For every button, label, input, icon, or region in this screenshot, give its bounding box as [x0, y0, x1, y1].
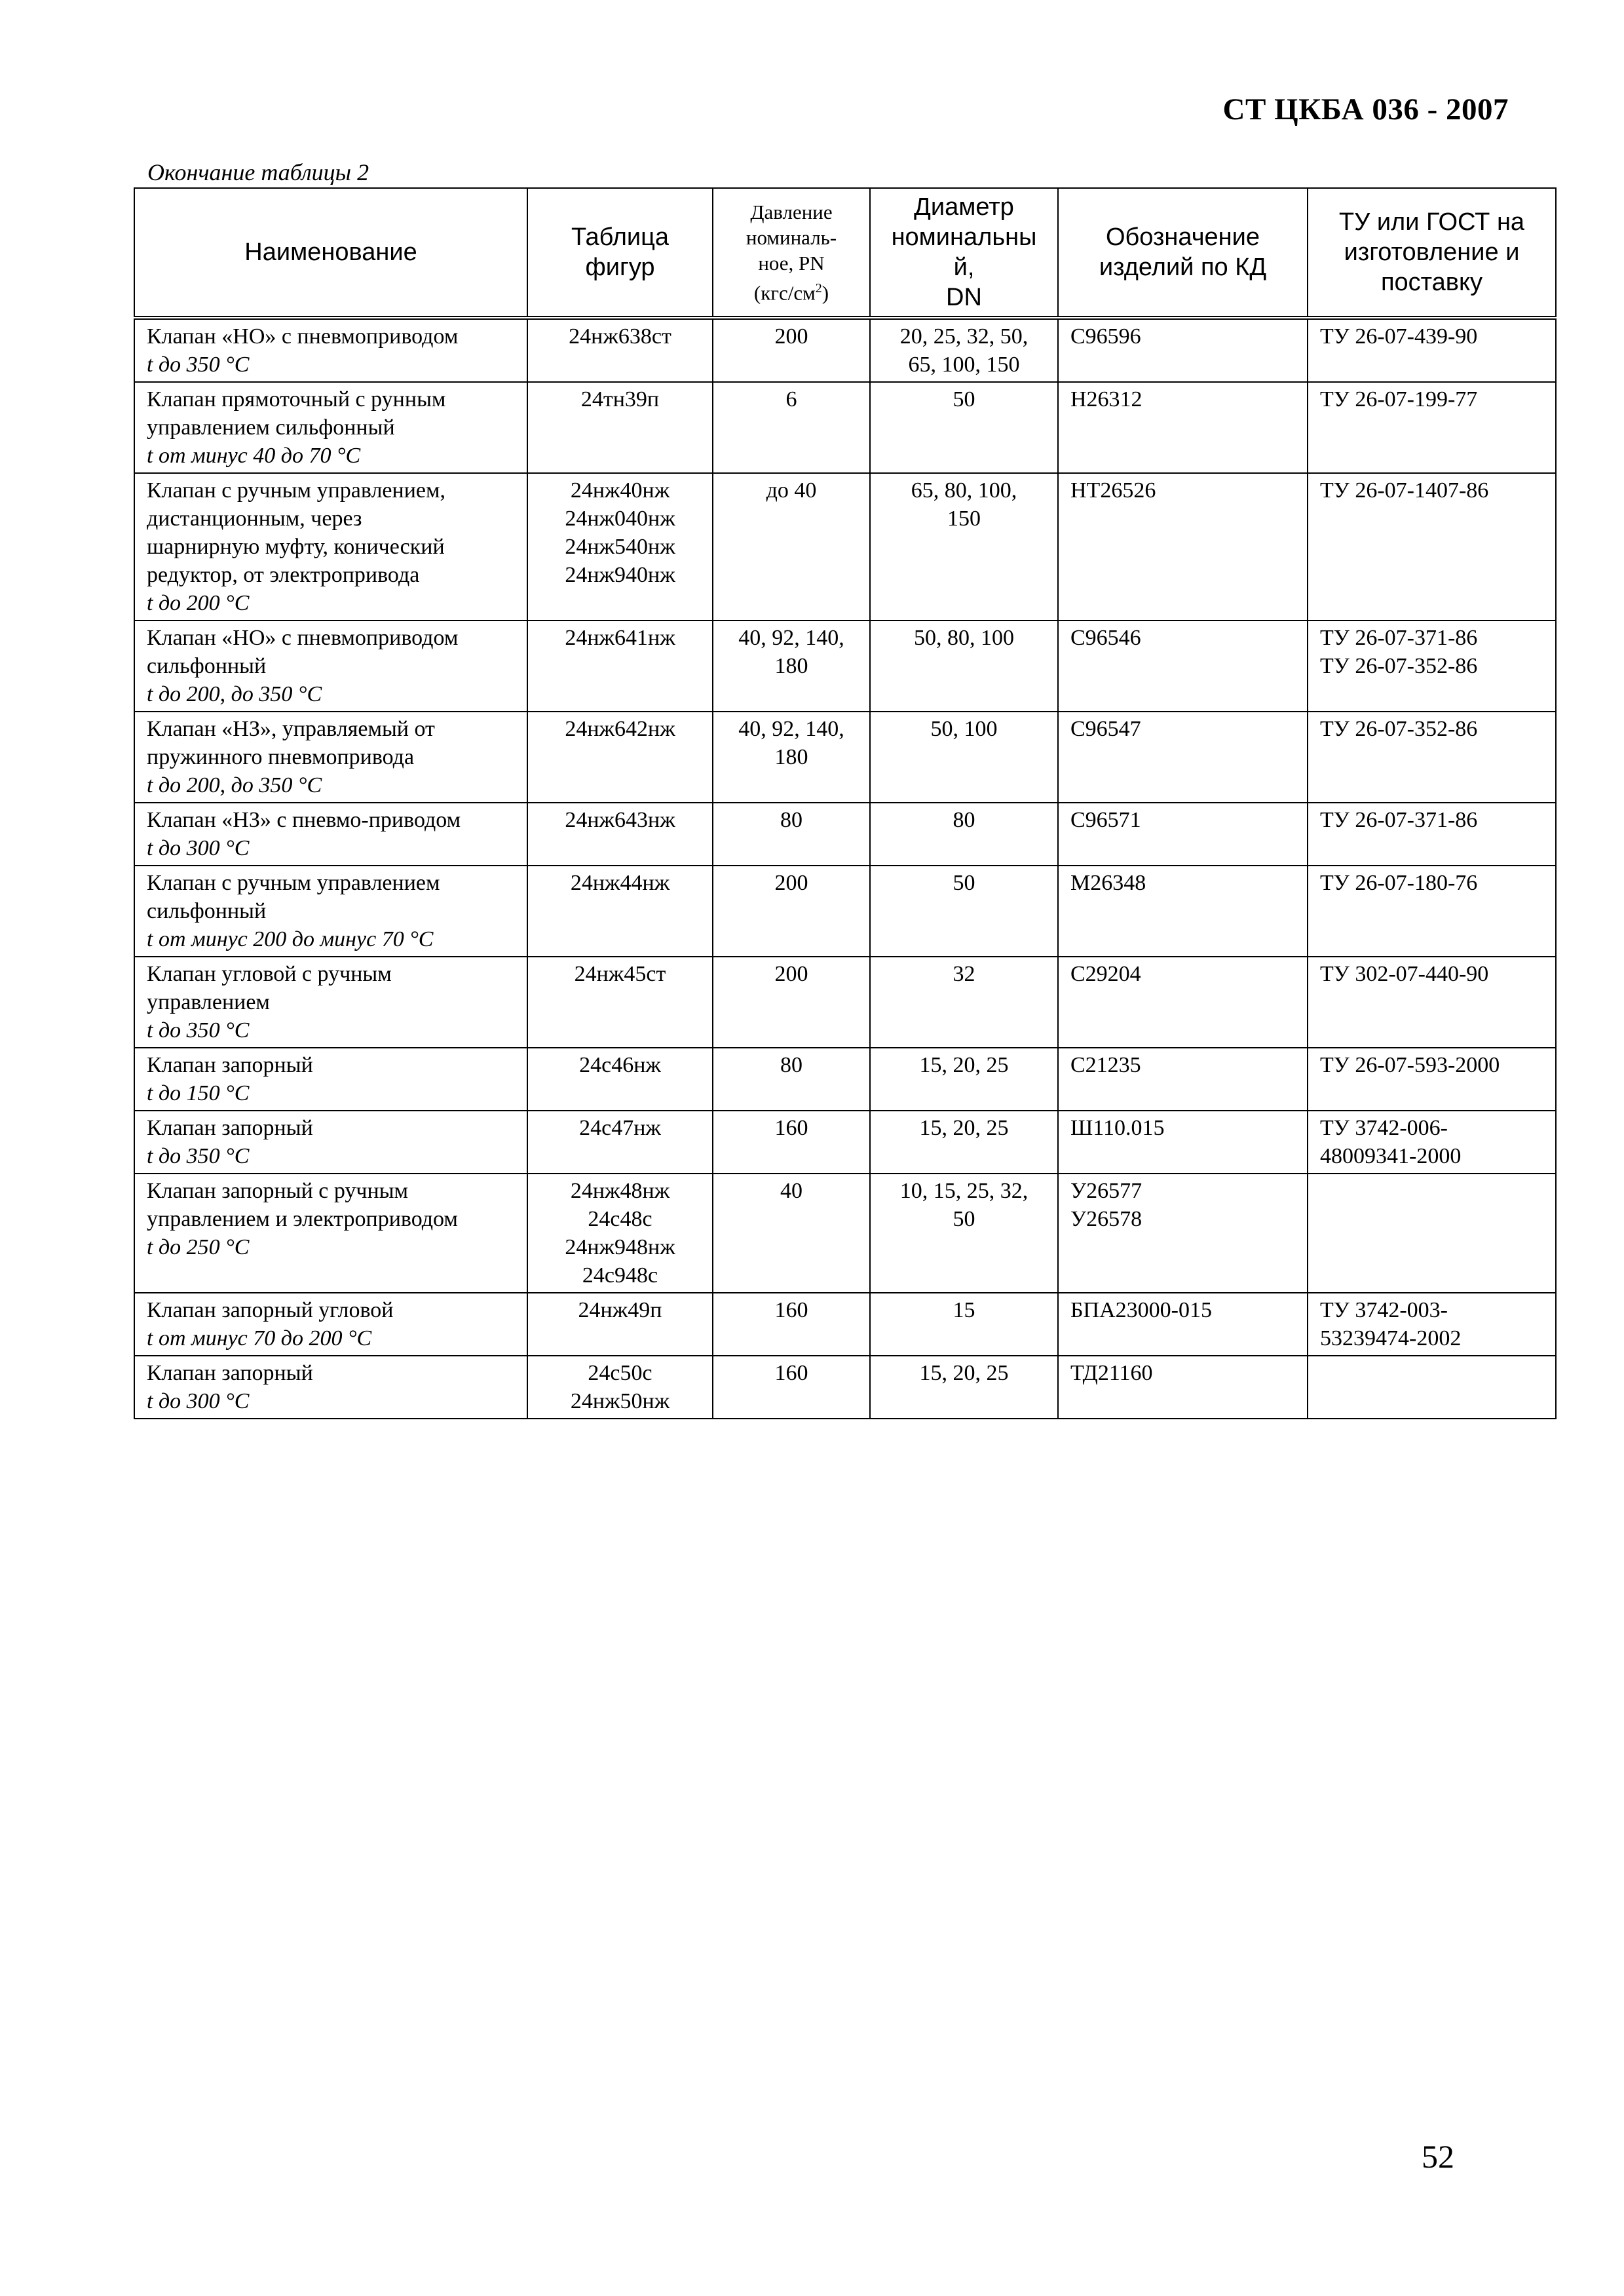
cell-diameter: [870, 1293, 1058, 1356]
cell-line: 160: [774, 1298, 808, 1322]
cell-line: управлением сильфонный: [147, 415, 395, 440]
cell-line: 20, 25, 32, 50,: [899, 324, 1029, 349]
temperature-range: t до 200, до 350 °С: [147, 682, 322, 706]
cell-kd: [1058, 473, 1308, 621]
cell-pressure: [713, 866, 870, 957]
page-number: 52: [1422, 2138, 1454, 2175]
cell-line: сильфонный: [147, 899, 267, 923]
table-caption: Окончание таблицы 2: [147, 159, 369, 185]
cell-line: дистанционным, через: [147, 507, 362, 531]
cell-pressure: [713, 712, 870, 803]
temperature-range: t до 200, до 350 °С: [147, 773, 322, 797]
cell-diameter: [870, 318, 1058, 382]
cell-tu: [1308, 382, 1556, 473]
header-unit: [717, 276, 865, 305]
header-name: [134, 188, 527, 318]
temperature-range: t от минус 70 до 200 °С: [147, 1326, 372, 1350]
unit-close: ): [821, 281, 829, 305]
cell-pressure: [713, 1356, 870, 1419]
cell-name: [134, 382, 527, 473]
temperature-range: t от минус 200 до минус 70 °С: [147, 927, 434, 951]
cell-kd: [1058, 1293, 1308, 1356]
cell-diameter: [870, 866, 1058, 957]
table-row: [134, 1293, 1556, 1356]
cell-diameter: [870, 1356, 1058, 1419]
cell-name: [134, 318, 527, 382]
cell-line: Клапан «НО» с пневмоприводом: [147, 626, 459, 650]
cell-kd: [1058, 1356, 1308, 1419]
temperature-range: t от минус 40 до 70 °С: [147, 444, 361, 468]
cell-kd: [1058, 318, 1308, 382]
cell-line: 15: [953, 1298, 975, 1322]
cell-diameter: [870, 473, 1058, 621]
cell-line: 15, 20, 25: [919, 1361, 1009, 1385]
cell-line: Ш110.015: [1070, 1116, 1165, 1140]
table-row: [134, 803, 1556, 866]
cell-line: шарнирную муфту, конический: [147, 535, 445, 559]
cell-line: С96571: [1070, 808, 1141, 832]
cell-line: 15, 20, 25: [919, 1053, 1009, 1077]
cell-tu: [1308, 1048, 1556, 1111]
header-line: поставку: [1380, 269, 1483, 296]
cell-line: 15, 20, 25: [919, 1116, 1009, 1140]
cell-line: 24нж643нж: [565, 808, 675, 832]
cell-line: 53239474-2002: [1320, 1326, 1462, 1350]
cell-name: [134, 1356, 527, 1419]
temperature-range: t до 200 °С: [147, 591, 250, 615]
header-line: Таблица: [571, 223, 669, 251]
header-line: номинальны: [891, 223, 1037, 251]
cell-line: 160: [774, 1116, 808, 1140]
cell-line: 40, 92, 140,: [738, 626, 844, 650]
cell-line: 24нж44нж: [570, 871, 670, 895]
cell-line: Клапан с ручным управлением,: [147, 478, 446, 503]
header-tu-gost: [1308, 188, 1556, 318]
cell-name: [134, 712, 527, 803]
temperature-range: t до 350 °С: [147, 1018, 250, 1043]
table-row: [134, 621, 1556, 712]
cell-name: [134, 866, 527, 957]
cell-line: С96596: [1070, 324, 1141, 349]
cell-kd: [1058, 803, 1308, 866]
table-row: [134, 712, 1556, 803]
header-row: [134, 188, 1556, 318]
cell-name: [134, 473, 527, 621]
cell-pressure: [713, 1293, 870, 1356]
table-body: [134, 318, 1556, 1419]
cell-figure: [527, 473, 713, 621]
header-line: Давление: [750, 200, 833, 223]
cell-line: 50, 100: [930, 717, 998, 741]
temperature-range: t до 150 °С: [147, 1081, 250, 1105]
cell-figure: [527, 866, 713, 957]
cell-figure: [527, 382, 713, 473]
cell-line: 24нж49п: [578, 1298, 662, 1322]
cell-line: 80: [953, 808, 975, 832]
cell-tu: [1308, 473, 1556, 621]
cell-line: 50: [953, 871, 975, 895]
cell-diameter: [870, 1111, 1058, 1174]
cell-tu: [1308, 712, 1556, 803]
header-diameter-dn: [870, 188, 1058, 318]
cell-pressure: [713, 621, 870, 712]
cell-kd: [1058, 1111, 1308, 1174]
header-line: ное, PN: [758, 251, 825, 275]
cell-pressure: [713, 318, 870, 382]
cell-name: [134, 1174, 527, 1293]
cell-line: Клапан «НО» с пневмоприводом: [147, 324, 459, 349]
cell-pressure: [713, 1111, 870, 1174]
cell-line: 80: [780, 1053, 803, 1077]
cell-tu: [1308, 1174, 1556, 1293]
cell-line: 180: [774, 745, 808, 769]
table-header: [134, 188, 1556, 318]
header-line: й,: [953, 254, 975, 281]
cell-line: ТУ 26-07-352-86: [1320, 654, 1478, 678]
cell-kd: [1058, 621, 1308, 712]
header-line: изготовление и: [1344, 239, 1520, 266]
cell-line: до 40: [766, 478, 817, 503]
cell-tu: [1308, 318, 1556, 382]
table-row: [134, 957, 1556, 1048]
table-row: [134, 866, 1556, 957]
cell-line: 200: [774, 962, 808, 986]
header-line: DN: [946, 284, 982, 311]
temperature-range: t до 350 °С: [147, 1144, 250, 1168]
cell-figure: [527, 621, 713, 712]
cell-pressure: [713, 1048, 870, 1111]
cell-line: 24с48с: [588, 1207, 652, 1231]
cell-kd: [1058, 382, 1308, 473]
cell-line: У26577: [1070, 1179, 1142, 1203]
header-line: ТУ или ГОСТ на: [1338, 208, 1525, 236]
header-figure-table: [527, 188, 713, 318]
cell-name: [134, 957, 527, 1048]
cell-line: Клапан запорный: [147, 1116, 313, 1140]
table-row: [134, 318, 1556, 382]
table-row: [134, 1356, 1556, 1419]
table-row: [134, 473, 1556, 621]
unit-exponent: 2: [815, 280, 822, 296]
cell-line: пружинного пневмопривода: [147, 745, 415, 769]
cell-line: ТУ 26-07-1407-86: [1320, 478, 1489, 503]
temperature-range: t до 300 °С: [147, 836, 250, 860]
header-line: изделий по КД: [1099, 254, 1267, 281]
cell-name: [134, 621, 527, 712]
cell-diameter: [870, 1174, 1058, 1293]
cell-kd: [1058, 712, 1308, 803]
cell-line: БПА23000-015: [1070, 1298, 1212, 1322]
cell-name: [134, 1048, 527, 1111]
cell-line: 40: [780, 1179, 803, 1203]
cell-line: 6: [785, 387, 797, 411]
temperature-range: t до 250 °С: [147, 1235, 250, 1259]
cell-line: 10, 15, 25, 32,: [899, 1179, 1029, 1203]
cell-diameter: [870, 621, 1058, 712]
cell-figure: [527, 1048, 713, 1111]
cell-line: Клапан угловой с ручным: [147, 962, 392, 986]
cell-tu: [1308, 621, 1556, 712]
cell-line: 160: [774, 1361, 808, 1385]
cell-pressure: [713, 957, 870, 1048]
valves-table: [134, 187, 1557, 1419]
cell-line: 24нж641нж: [565, 626, 675, 650]
cell-line: 24нж642нж: [565, 717, 675, 741]
cell-line: 24нж940нж: [565, 563, 675, 587]
table-row: [134, 1111, 1556, 1174]
cell-diameter: [870, 803, 1058, 866]
cell-tu: [1308, 1356, 1556, 1419]
cell-line: 24с948с: [582, 1263, 658, 1288]
cell-figure: [527, 1111, 713, 1174]
cell-line: 24тн39п: [580, 387, 660, 411]
cell-line: Клапан запорный: [147, 1361, 313, 1385]
cell-name: [134, 1111, 527, 1174]
cell-kd: [1058, 1174, 1308, 1293]
cell-line: ТУ 26-07-371-86: [1320, 626, 1478, 650]
cell-figure: [527, 1174, 713, 1293]
cell-pressure: [713, 382, 870, 473]
unit-text: (кгс/см: [753, 281, 816, 305]
table-row: [134, 1174, 1556, 1293]
cell-line: ТУ 26-07-439-90: [1320, 324, 1478, 349]
cell-line: 24нж948нж: [565, 1235, 675, 1259]
cell-diameter: [870, 382, 1058, 473]
cell-name: [134, 1293, 527, 1356]
cell-tu: [1308, 957, 1556, 1048]
cell-line: ТУ 3742-006-: [1320, 1116, 1448, 1140]
cell-line: М26348: [1070, 871, 1146, 895]
cell-line: С96546: [1070, 626, 1141, 650]
cell-tu: [1308, 866, 1556, 957]
cell-line: Клапан «НЗ», управляемый от: [147, 717, 435, 741]
cell-line: С21235: [1070, 1053, 1141, 1077]
cell-line: ТУ 26-07-352-86: [1320, 717, 1478, 741]
cell-line: 200: [774, 324, 808, 349]
cell-figure: [527, 957, 713, 1048]
cell-line: 50: [953, 1207, 975, 1231]
cell-line: 24нж40нж: [570, 478, 670, 503]
cell-line: 24с46нж: [579, 1053, 661, 1077]
cell-pressure: [713, 803, 870, 866]
cell-figure: [527, 803, 713, 866]
cell-diameter: [870, 957, 1058, 1048]
cell-line: 50, 80, 100: [914, 626, 1014, 650]
cell-tu: [1308, 803, 1556, 866]
cell-kd: [1058, 1048, 1308, 1111]
cell-line: Клапан запорный: [147, 1053, 313, 1077]
cell-line: 24с47нж: [579, 1116, 661, 1140]
cell-line: 40, 92, 140,: [738, 717, 844, 741]
cell-line: ТУ 26-07-180-76: [1320, 871, 1478, 895]
header-line: фигур: [585, 254, 655, 281]
cell-kd: [1058, 957, 1308, 1048]
cell-name: [134, 803, 527, 866]
cell-line: 24нж50нж: [570, 1389, 670, 1413]
cell-tu: [1308, 1293, 1556, 1356]
cell-line: 50: [953, 387, 975, 411]
cell-line: ТД21160: [1070, 1361, 1153, 1385]
cell-line: 24нж638ст: [569, 324, 671, 349]
cell-line: ТУ 26-07-199-77: [1320, 387, 1478, 411]
cell-line: 80: [780, 808, 803, 832]
cell-line: 24нж48нж: [570, 1179, 670, 1203]
cell-line: 24с50с: [588, 1361, 652, 1385]
header-line: номиналь-: [746, 225, 837, 249]
cell-diameter: [870, 712, 1058, 803]
cell-line: Клапан запорный угловой: [147, 1298, 394, 1322]
cell-line: Клапан «НЗ» с пневмо-приводом: [147, 808, 461, 832]
cell-line: 48009341-2000: [1320, 1144, 1462, 1168]
header-line: Диаметр: [914, 193, 1014, 221]
cell-line: 24нж540нж: [565, 535, 675, 559]
header-kd-designation: [1058, 188, 1308, 318]
header-line: Наименование: [244, 239, 417, 266]
cell-line: управлением и электроприводом: [147, 1207, 458, 1231]
cell-line: НТ26526: [1070, 478, 1156, 503]
temperature-range: t до 350 °С: [147, 353, 250, 377]
cell-kd: [1058, 866, 1308, 957]
cell-line: 150: [947, 507, 981, 531]
cell-line: 180: [774, 654, 808, 678]
cell-line: ТУ 302-07-440-90: [1320, 962, 1489, 986]
table-row: [134, 382, 1556, 473]
cell-line: Клапан запорный с ручным: [147, 1179, 409, 1203]
cell-figure: [527, 1356, 713, 1419]
cell-line: 65, 100, 150: [908, 353, 1020, 377]
cell-line: ТУ 26-07-593-2000: [1320, 1053, 1500, 1077]
cell-line: Клапан прямоточный с рунным: [147, 387, 446, 411]
cell-line: сильфонный: [147, 654, 267, 678]
header-pressure-pn: [713, 188, 870, 318]
cell-figure: [527, 1293, 713, 1356]
cell-pressure: [713, 1174, 870, 1293]
cell-line: С96547: [1070, 717, 1141, 741]
header-line: Обозначение: [1105, 223, 1260, 251]
cell-line: С29204: [1070, 962, 1141, 986]
cell-line: редуктор, от электропривода: [147, 563, 420, 587]
cell-figure: [527, 318, 713, 382]
cell-diameter: [870, 1048, 1058, 1111]
cell-line: ТУ 26-07-371-86: [1320, 808, 1478, 832]
cell-line: 200: [774, 871, 808, 895]
cell-line: управлением: [147, 990, 270, 1014]
cell-figure: [527, 712, 713, 803]
cell-pressure: [713, 473, 870, 621]
cell-line: У26578: [1070, 1207, 1142, 1231]
cell-line: Н26312: [1070, 387, 1142, 411]
cell-tu: [1308, 1111, 1556, 1174]
cell-line: ТУ 3742-003-: [1320, 1298, 1448, 1322]
document-code: СТ ЦКБА 036 - 2007: [1222, 92, 1509, 126]
cell-line: Клапан с ручным управлением: [147, 871, 440, 895]
cell-line: 65, 80, 100,: [911, 478, 1017, 503]
cell-line: 24нж45ст: [574, 962, 666, 986]
cell-line: 32: [953, 962, 975, 986]
cell-line: 24нж040нж: [565, 507, 675, 531]
table-row: [134, 1048, 1556, 1111]
temperature-range: t до 300 °С: [147, 1389, 250, 1413]
